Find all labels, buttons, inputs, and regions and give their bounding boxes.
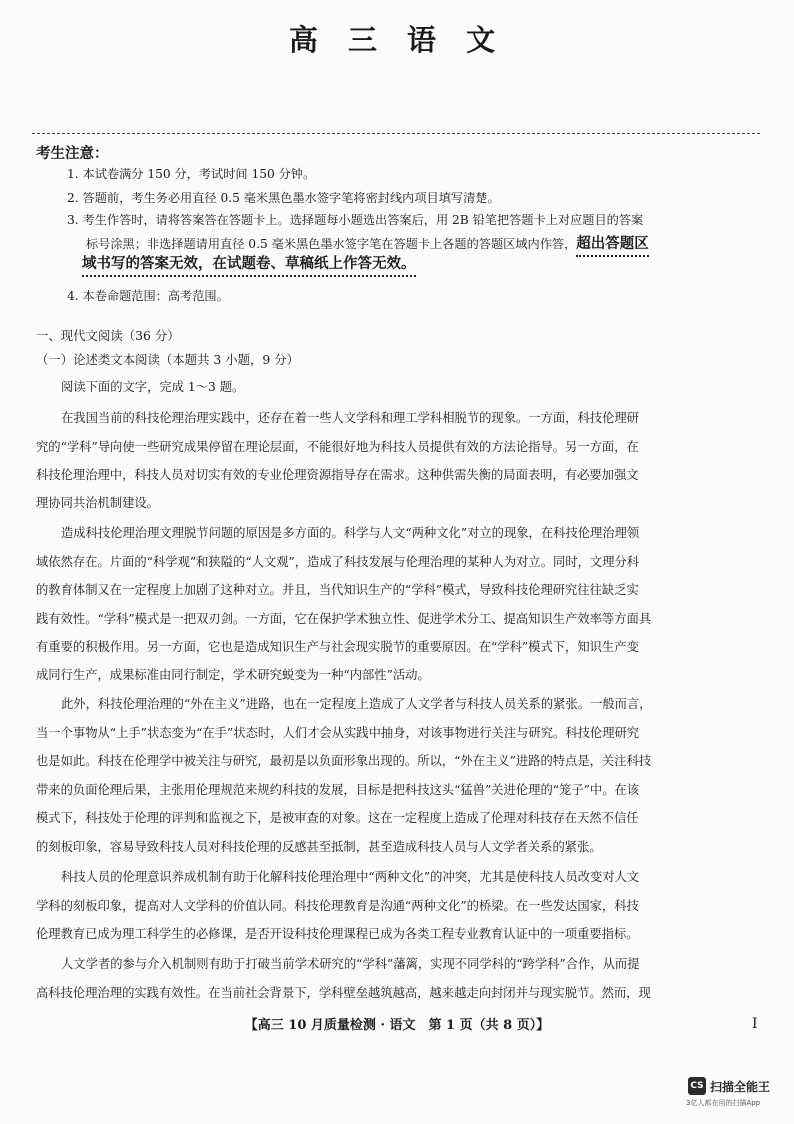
passage-line: 学科的刻板印象，提高对人文学科的价值认同。科技伦理教育是沟通“两种文化”的桥梁。在一些发达国家，科技 [36,899,639,913]
notice-item-1: 1. 本试卷满分 150 分，考试时间 150 分钟。 [67,167,316,181]
notice-item-3-text: 标号涂黑；非选择题请用直径 0.5 毫米黑色墨水签字笔在答题卡上各题的答题区域内作答， [86,237,577,251]
notice-emphasis-1: 超出答题区 [576,236,649,257]
passage-line: 究的“学科”导向使一些研究成果停留在理论层面，不能很好地为科技人员提供有效的方法论指导。另一方面，在 [36,440,639,454]
passage-line: 带来的负面伦理后果，主张用伦理规范来规约科技的发展，目标是把科技这头“猛兽”关进伦理的“笼子”中。在该 [36,783,640,797]
passage-line: 模式下，科技处于伦理的评判和监视之下，是被审查的对象。这在一定程度上造成了伦理对科技存在天然不信任 [36,811,639,825]
scanner-tagline: 3亿人都在用的扫描App [686,1099,761,1107]
passage-line: 域依然存在。片面的“科学观”和狭隘的“人文观”，造成了科技发展与伦理治理的某种人为对立。同时，文理分科 [36,555,640,569]
passage-line: 科技人员的伦理意识养成机制有助于化解科技伦理治理中“两种文化”的冲突，尤其是使科技人员改变对人文 [61,870,640,884]
notice-heading: 考生注意： [36,145,109,162]
instruction: 阅读下面的文字，完成 1～3 题。 [61,380,245,394]
passage-line: 伦理教育已成为理工科学生的必修课，是否开设科技伦理课程已成为各类工程专业教育认证中的一项重要指标。 [36,927,639,941]
notice-item-3-line-3 [82,256,416,273]
passage-line: 有重要的积极作用。另一方面，它也是造成知识生产与社会现实脱节的重要原因。在“学科”模式下，知识生产变 [36,640,639,654]
passage-line: 理协同共治机制建设。 [36,496,159,510]
passage-line: 的教育体制又在一定程度上加剧了这种对立。并且，当代知识生产的“学科”模式，导致科技伦理研究往往缺乏实 [36,583,639,597]
page-footer: 【高三 10 月质量检测 · 语文 第 1 页（共 8 页）】 [244,1018,550,1033]
page-title: 高 三 语 文 [288,23,506,57]
section-heading: 一、现代文阅读（36 分） [36,328,180,343]
scanner-logo-icon: CS [688,1077,706,1095]
scanner-watermark [688,1077,770,1095]
notice-item-3-line-1: 3. 考生作答时，请将答案答在答题卡上。选择题每小题选出答案后，用 2B 铅笔把答题卡上对应题目的答案 [67,213,644,227]
passage-line: 当一个事物从“上手”状态变为“在手”状态时，人们才会从实践中抽身，对该事物进行关注与研究。科技伦理研究 [36,726,640,740]
scanner-name: 扫描全能王 [710,1079,771,1094]
passage-line: 此外，科技伦理治理的“外在主义”进路，也在一定程度上造成了人文学者与科技人员关系的紧张。一般而言， [61,697,652,711]
passage-line: 高科技伦理治理的实践有效性。在当前社会背景下，学科壁垒越筑越高，越来越走向封闭并与现实脱节。然而，现 [36,986,651,1000]
passage-line: 造成科技伦理治理文理脱节问题的原因是多方面的。科学与人文“两种文化”对立的现象，在科技伦理治理领 [61,526,640,540]
passage-line: 在我国当前的科技伦理治理实践中，还存在着一些人文学科和理工学科相脱节的现象。一方面，科技伦理研 [61,411,639,425]
notice-item-3-line-2 [86,236,649,253]
passage-line: 科技伦理治理中，科技人员对切实有效的专业伦理资源指导存在需求。这种供需失衡的局面表明，有必要加强文 [36,468,639,482]
passage-line: 的刻板印象，容易导致科技人员对科技伦理的反感甚至抵制，甚至造成科技人员与人文学者关系的紧张。 [36,840,602,854]
passage-line: 践有效性。“学科”模式是一把双刃剑。一方面，它在保护学术独立性、促进学术分工、提高知识生产效率等方面具 [36,612,652,626]
passage-line: 也是如此。科技在伦理学中被关注与研究，最初是以负面形象出现的。所以，“外在主义”进路的特点是，关注科技 [36,754,652,768]
notice-item-4: 4. 本卷命题范围：高考范围。 [67,289,229,303]
page-mark: I [752,1016,758,1032]
section-subheading: （一）论述类文本阅读（本题共 3 小题，9 分） [36,352,300,367]
passage-line: 人文学者的参与介入机制则有助于打破当前学术研究的“学科”藩篱，实现不同学科的“跨学科”合作，从而提 [61,957,640,971]
notice-emphasis-2: 域书写的答案无效，在试题卷、草稿纸上作答无效。 [82,256,416,277]
dashed-divider [32,133,760,134]
passage-line: 成同行生产，成果标准由同行制定，学术研究蜕变为一种“内部性”活动。 [36,668,430,682]
notice-item-2: 2. 答题前，考生务必用直径 0.5 毫米黑色墨水签字笔将密封线内项目填写清楚。 [67,191,500,205]
